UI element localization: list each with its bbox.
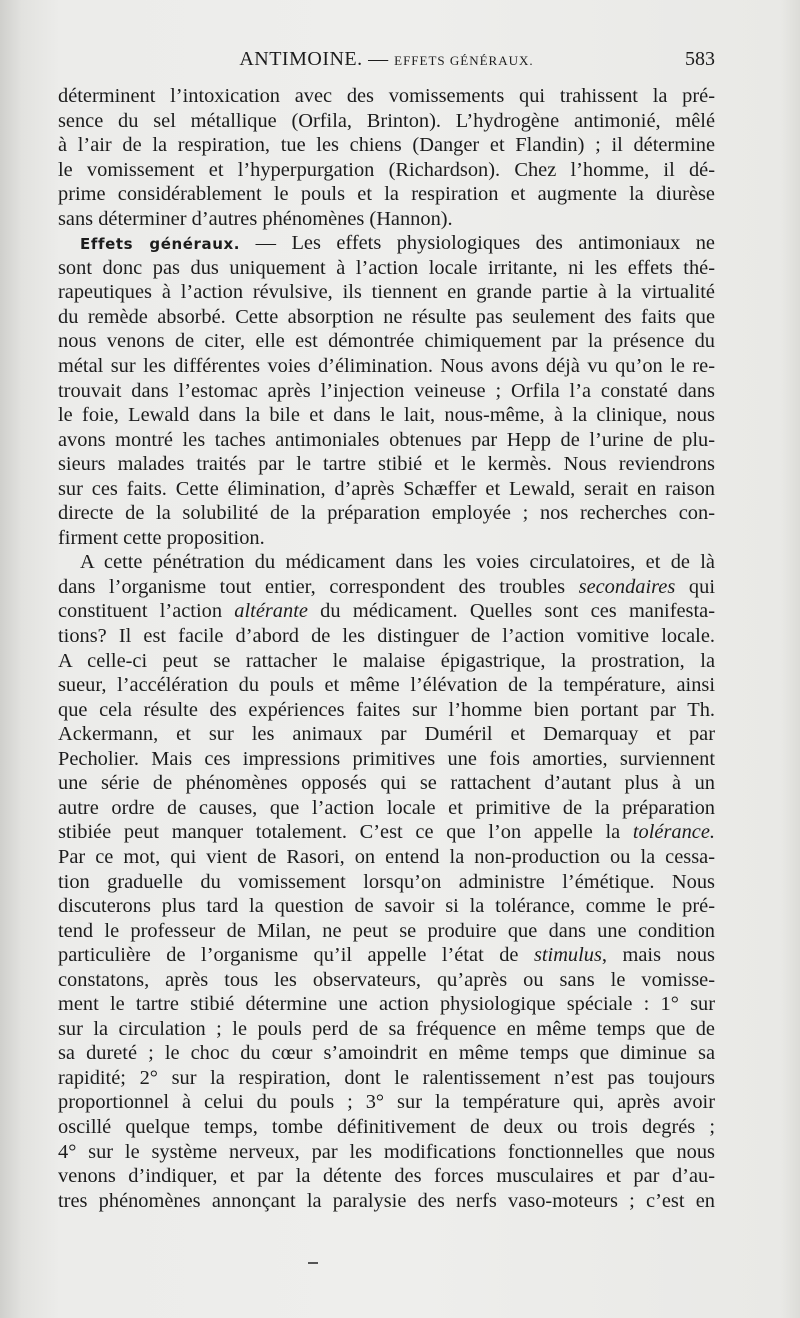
paragraph-3 bbox=[58, 550, 715, 1213]
text-line: métal sur les différentes voies d’élimination. Nous avons déjà vu qu’on le re- bbox=[58, 355, 715, 378]
text-line: nous venons de citer, elle est démontrée chimiquement par la présence du bbox=[58, 330, 715, 353]
text-line: Par ce mot, qui vient de Rasori, on entend la non-production ou la cessa- bbox=[58, 845, 715, 868]
text-line: A cette pénétration du médicament dans les voies circulatoires, et de là bbox=[80, 551, 715, 574]
text-line: rapidité; 2° sur la respiration, dont le ralentissement n’est pas toujours bbox=[58, 1066, 715, 1089]
text-line: tres phénomènes annonçant la paralysie des nerfs vaso-moteurs ; c’est en bbox=[58, 1189, 715, 1212]
text-line: 4° sur le système nerveux, par les modifications fonctionnelles que nous bbox=[58, 1140, 715, 1163]
text-line: sans déterminer d’autres phénomènes (Hannon). bbox=[58, 207, 453, 230]
running-head-dash: — bbox=[368, 48, 389, 70]
text-line: autre ordre de causes, que l’action locale et primitive de la préparation bbox=[58, 796, 715, 819]
italic-term: stimulus bbox=[533, 944, 602, 967]
text-line: sence du sel métallique (Orfila, Brinton). L’hydrogène antimonié, mêlé bbox=[58, 109, 715, 132]
italic-term: altérante bbox=[234, 600, 308, 623]
text-line: proportionnel à celui du pouls ; 3° sur la température qui, après avoir bbox=[58, 1091, 715, 1114]
text-line bbox=[58, 820, 715, 845]
text-line bbox=[58, 231, 715, 256]
running-head-subtitle: EFFETS GÉNÉRAUX. bbox=[394, 53, 534, 68]
text-line: venons d’indiquer, et par la détente des forces musculaires et par d’au- bbox=[58, 1165, 715, 1188]
text-line: tion graduelle du vomissement lorsqu’on administre l’émétique. Nous bbox=[58, 870, 715, 893]
text-line: prime considérablement le pouls et la respiration et augmente la diurèse bbox=[58, 183, 715, 206]
text-line: Pecholier. Mais ces impressions primitives une fois amorties, surviennent bbox=[58, 747, 715, 770]
italic-term: secondaires bbox=[578, 575, 676, 598]
text-line: sur ces faits. Cette élimination, d’après Schæffer et Lewald, serait en raison bbox=[58, 477, 715, 500]
text-line: A celle-ci peut se rattacher le malaise épigastrique, la prostration, la bbox=[58, 649, 715, 672]
text-segment: , mais nous bbox=[601, 944, 715, 967]
text-line: déterminent l’intoxication avec des vomissements qui trahissent la pré- bbox=[58, 85, 715, 107]
print-mark bbox=[308, 1262, 318, 1264]
text-line: le vomissement et l’hyperpurgation (Richardson). Chez l’homme, il dé- bbox=[58, 158, 715, 181]
text-line: avons montré les taches antimoniales obtenues par Hepp de l’urine de plu- bbox=[58, 428, 715, 451]
page-number: 583 bbox=[685, 48, 715, 70]
section-heading: Effets généraux. bbox=[80, 235, 241, 254]
text-line: Ackermann, et sur les animaux par Duméril et Demarquay et par bbox=[58, 723, 715, 746]
text-line: sueur, l’accélération du pouls et même l’élévation de la température, ainsi bbox=[58, 674, 715, 697]
text-segment: stibiée peut manquer totalement. C’est ce que l’on appelle la bbox=[58, 821, 633, 844]
page-header bbox=[58, 48, 715, 78]
text-line: oscillé quelque temps, tombe définitivement de deux ou trois degrés ; bbox=[58, 1115, 715, 1138]
text-line: ment le tartre stibié détermine une action physiologique spéciale : 1° sur bbox=[58, 993, 715, 1016]
text-line: directe de la solubilité de la préparation employée ; nos recherches con- bbox=[58, 502, 715, 525]
text-line: tions? Il est facile d’abord de les distinguer de l’action vomitive locale. bbox=[58, 625, 715, 648]
text-line: à l’air de la respiration, tue les chiens (Danger et Flandin) ; il détermine bbox=[58, 134, 715, 157]
text-line: firment cette proposition. bbox=[58, 526, 265, 549]
text-line bbox=[58, 575, 715, 600]
text-line: sieurs malades traités par le tartre stibié et le kermès. Nous reviendrons bbox=[58, 453, 715, 476]
text-segment: — Les effets physiologiques des antimoniaux ne bbox=[240, 232, 715, 255]
text-line: rapeutiques à l’action révulsive, ils tiennent en grande partie à la virtualité bbox=[58, 281, 715, 304]
paragraph-1 bbox=[58, 84, 715, 231]
text-line: une série de phénomènes opposés qui se rattachent d’autant plus à un bbox=[58, 772, 715, 795]
text-line: tend le professeur de Milan, ne peut se produire que dans une condition bbox=[58, 919, 715, 942]
paragraph-2 bbox=[58, 231, 715, 550]
text-line bbox=[58, 599, 715, 624]
body-text bbox=[58, 84, 715, 1213]
text-line: discuterons plus tard la question de savoir si la tolérance, comme le pré- bbox=[58, 895, 715, 918]
running-head bbox=[58, 48, 715, 71]
text-line: sont donc pas dus uniquement à l’action locale irritante, ni les effets thé- bbox=[58, 256, 715, 279]
text-segment: particulière de l’organisme qu’il appelle l’état de bbox=[58, 944, 534, 967]
text-segment: du médicament. Quelles sont ces manifesta- bbox=[307, 600, 716, 623]
text-line: le foie, Lewald dans la bile et dans le lait, nous-même, à la clinique, nous bbox=[58, 404, 715, 427]
text-line: trouvait dans l’estomac après l’injection veineuse ; Orfila l’a constaté dans bbox=[58, 379, 715, 402]
running-head-title: ANTIMOINE. bbox=[239, 48, 363, 70]
text-line bbox=[58, 943, 715, 968]
italic-term: tolérance. bbox=[632, 821, 715, 844]
text-line: du remède absorbé. Cette absorption ne résulte pas seulement des faits que bbox=[58, 305, 715, 328]
text-line: constatons, après tous les observateurs, qu’après ou sans le vomisse- bbox=[58, 968, 715, 991]
text-line: sur la circulation ; le pouls perd de sa fréquence en même temps que de bbox=[58, 1017, 715, 1040]
text-segment: constituent l’action bbox=[58, 600, 235, 623]
text-segment: qui bbox=[675, 575, 715, 598]
text-segment: dans l’organisme tout entier, correspondent des troubles bbox=[58, 575, 579, 598]
text-line: que cela résulte des expériences faites sur l’homme bien portant par Th. bbox=[58, 698, 715, 721]
text-line: sa dureté ; le choc du cœur s’amoindrit en même temps que diminue sa bbox=[58, 1042, 715, 1065]
